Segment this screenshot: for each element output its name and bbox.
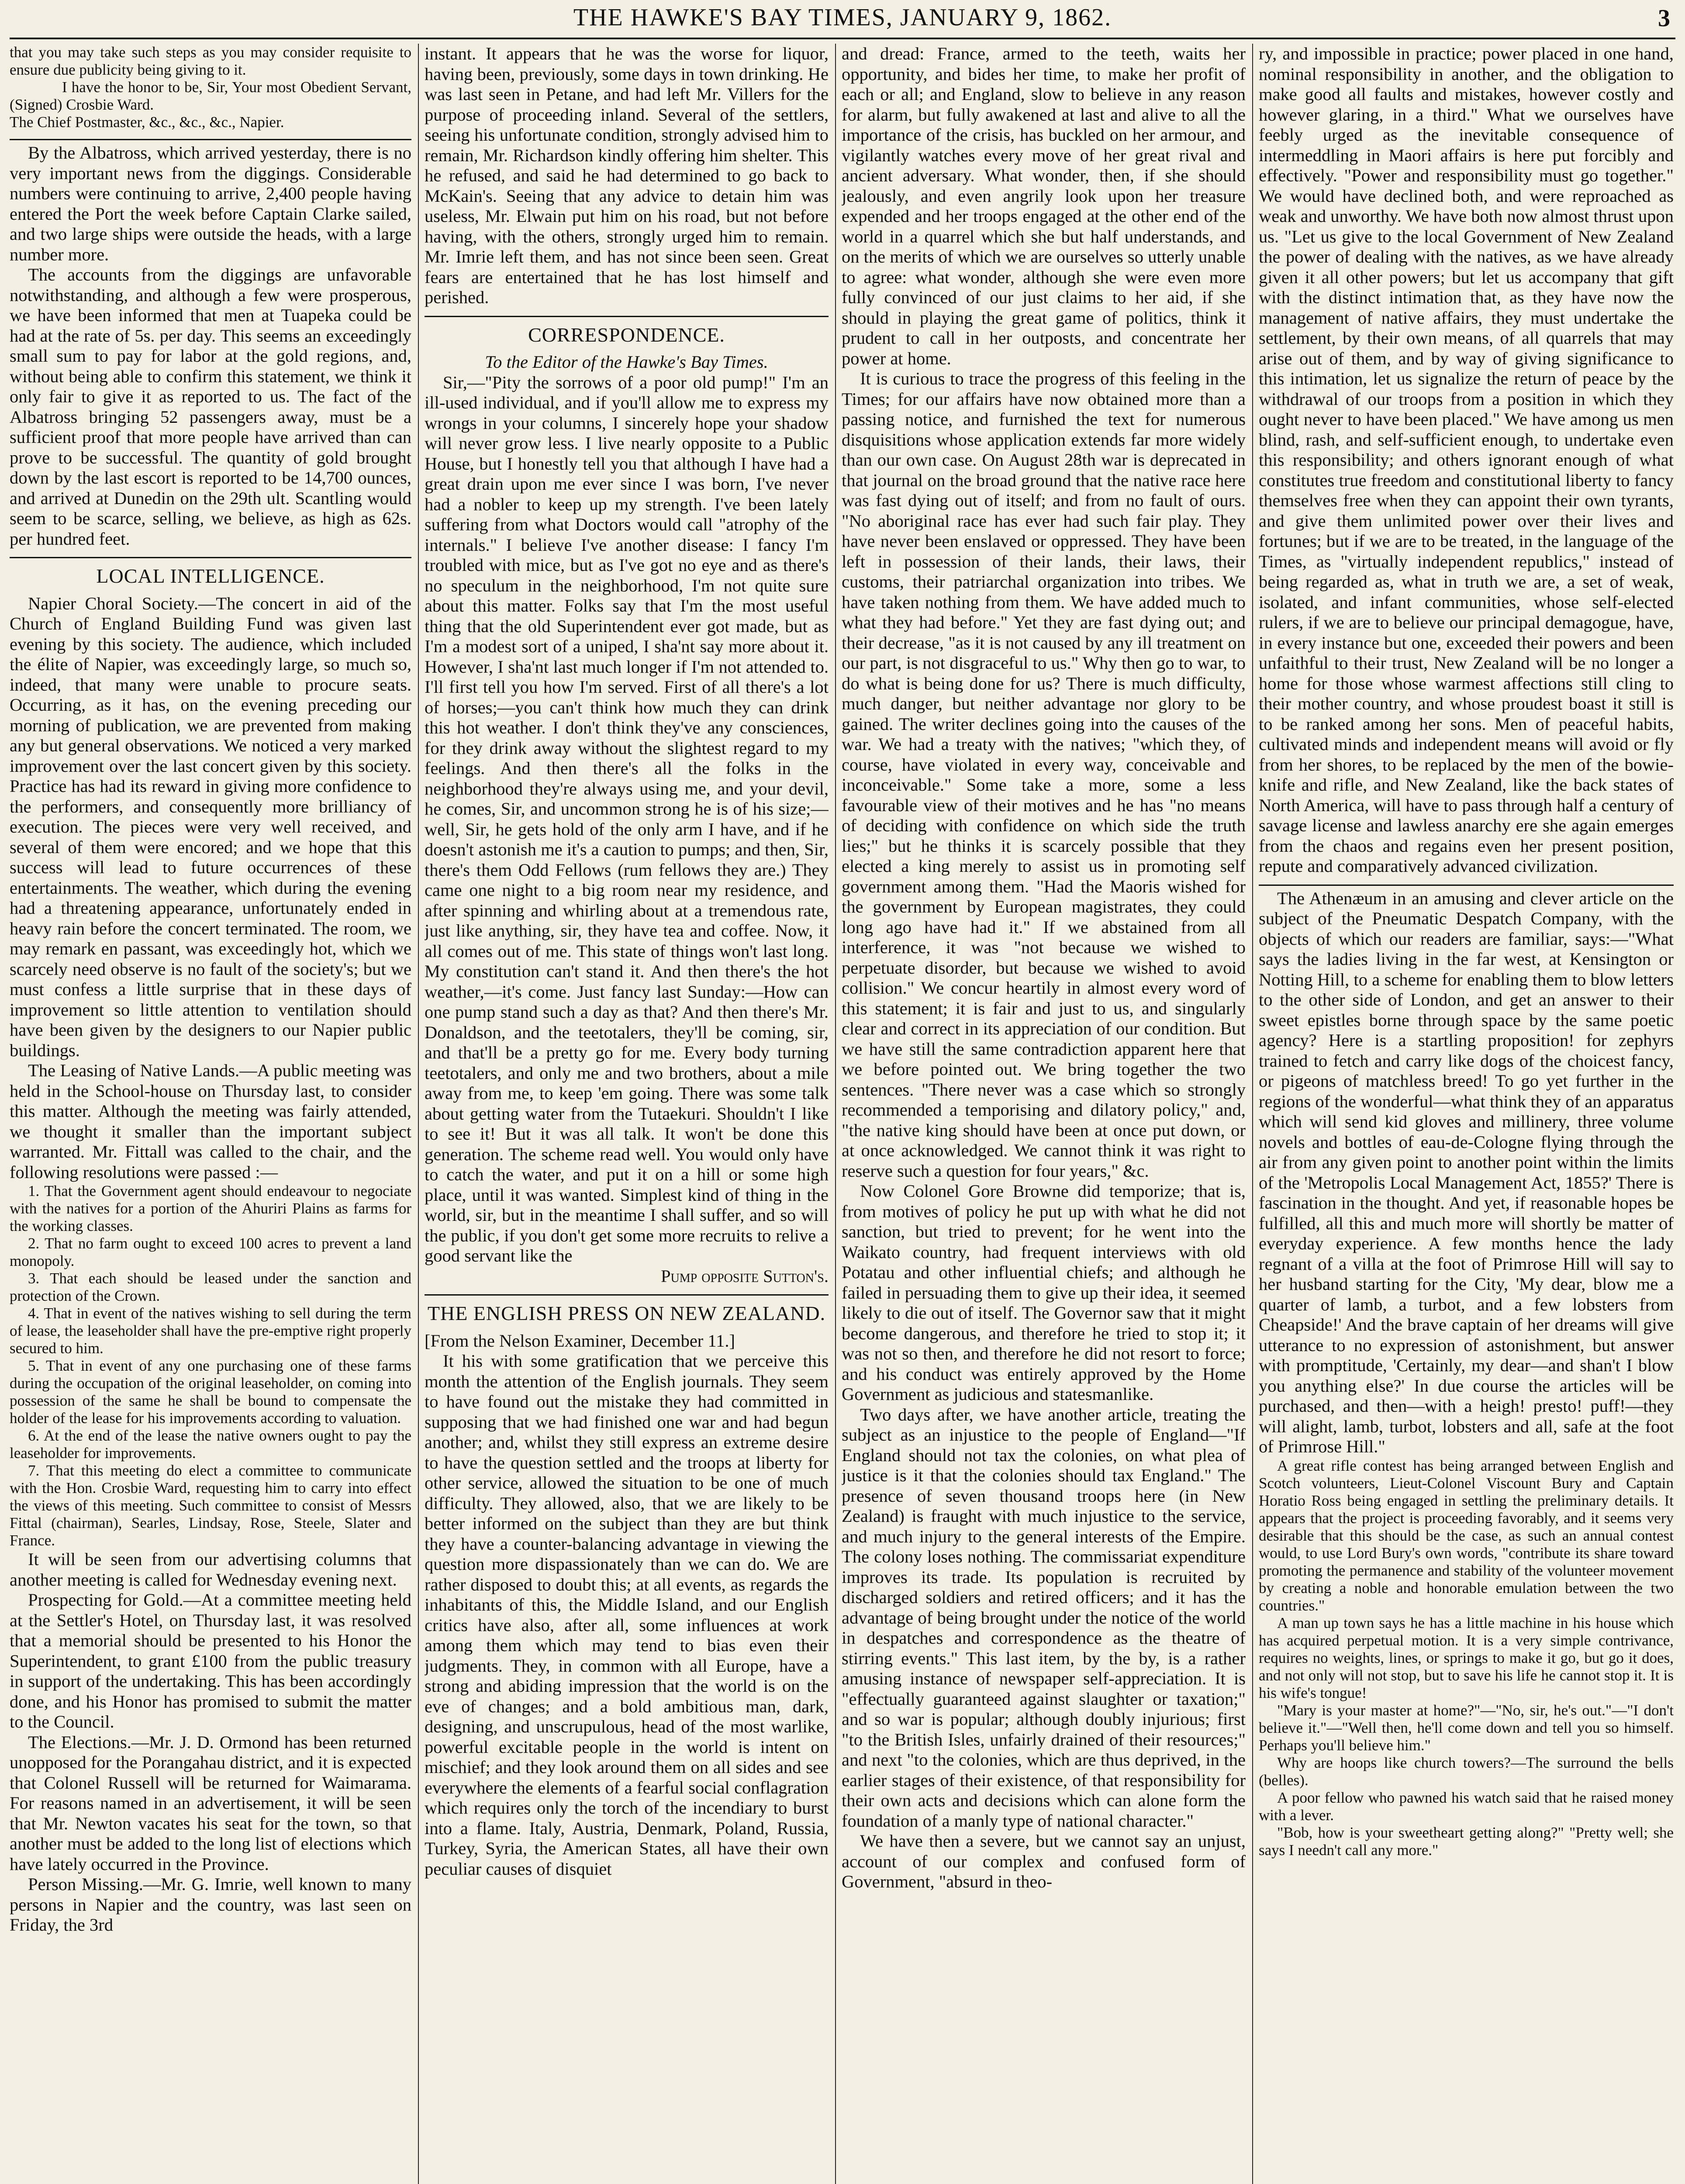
column-rule	[835, 44, 836, 2184]
prospecting-paragraph: Prospecting for Gold.—At a committee meeting held at the Settler's Hotel, on Thursday last, it was resolved that a memorial should be presented to his Honor the Superintendent, to grant £100 from the public treasury in support of the undertaking. This has been accordingly done, and his Honor has promised to submit the matter to the Council.	[10, 1590, 411, 1731]
resolution-4: 4. That in event of the natives wishing to sell during the term of lease, the leaseholder shall have the pre-emptive right properly secured to him.	[10, 1305, 411, 1357]
press-paragraph-4: Now Colonel Gore Browne did temporize; that is, from motives of policy he put up with what he did not sanction, but tried to prevent; for he went into the Waikato country, had frequent interviews with old Potatau and other influential chiefs; and although he failed in persuading them to give up their idea, it seemed likely to die out of itself. The Governor saw that it might become dangerous, and therefore he tried to stop it; it was not so then, and therefore he did not resort to force; and his conduct was entirely approved by the Home Government as judicious and statesmanlike.	[842, 1181, 1246, 1404]
resolution-6: 6. At the end of the lease the native owners ought to pay the leaseholder for improvements.	[10, 1427, 411, 1462]
albatross-paragraph-1: By the Albatross, which arrived yesterday, there is no very important news from the diggings. Considerable numbers were continuing to arrive, 2,400 people having entered the Port the week before Captain Clarke sailed, and two large ships were outside the heads, with a large number more.	[10, 143, 411, 264]
correspondence-heading: CORRESPONDENCE.	[528, 323, 725, 346]
resolution-2: 2. That no farm ought to exceed 100 acres to prevent a land monopoly.	[10, 1235, 411, 1269]
column-rule	[418, 44, 419, 2184]
letter-closing: I have the honor to be, Sir, Your most Obedient Servant, (Signed) Crosbie Ward.	[10, 79, 411, 113]
choral-society-paragraph: Napier Choral Society.—The concert in aid of the Church of England Building Fund was given last evening by this society. The audience, which included the élite of Napier, was exceedingly large, so much so, indeed, that many were unable to procure seats. Occurring, as it has, on the evening preceding our morning of publication, we are prevented from making any but general observations. We noticed a very marked improvement over the last concert given by this society. Practice has had its reward in giving more confidence to the performers, and consequently more brilliancy of execution. The pieces were very well received, and several of them were encored; and we hope that this success will lead to future occurrences of these entertainments. The weather, which during the evening had a threatening appearance, unfortunately ended in heavy rain before the concert terminated. The room, we may remark en passant, was exceedingly hot, which we scarcely need observe is no fault of the society's; but we must confess a little surprise that in these days of improvement so little attention to ventilation should have been given by the designers to our Napier public buildings.	[10, 593, 411, 1060]
sweetheart-paragraph: "Bob, how is your sweetheart getting along?" "Pretty well; she says I needn't call any more."	[1259, 1824, 1674, 1859]
divider	[10, 557, 411, 558]
masthead: THE HAWKE'S BAY TIMES, JANUARY 9, 1862.	[573, 4, 1112, 31]
pump-signature: Pump opposite Sutton's.	[660, 1266, 829, 1286]
resolution-3: 3. That each should be leased under the sanction and protection of the Crown.	[10, 1270, 411, 1304]
column-rule	[1252, 44, 1253, 2184]
column-3	[842, 44, 1246, 2184]
press-paragraph-5: Two days after, we have another article, treating the subject as an injustice to the people of England—"If England should not tax the colonies, on what plea of justice is it that the colonies should tax England." The presence of seven thousand troops here (in New Zealand) is fraught with much injustice to the service, and much injury to the general interests of the Empire. The colony loses nothing. The commissariat expenditure improves its trade. Its population is recruited by discharged soldiers and retired officers; and it has the advantage of being brought under the notice of the world in despatches and correspondence as the theatre of stirring events." This last item, by the by, is a rather amusing instance of newspaper self-appreciation. It is "effectually guaranteed against slaughter or taxation;" and so war is popular; although doubly injurious; first "to the British Isles, unfairly drained of their resources;" and next "to the colonies, which are thus deprived, in the earlier stages of their existence, of that responsibility for their own acts and decisions which can alone form the foundation of a manly type of national character."	[842, 1404, 1246, 1831]
letter-addressee: The Chief Postmaster, &c., &c., &c., Napier.	[10, 114, 284, 131]
letter-end: that you may take such steps as you may consider requisite to ensure due publicity being giving to it.	[10, 44, 411, 78]
person-missing-continued: instant. It appears that he was the worse for liquor, having been, previously, some days in town drinking. He was last seen in Petane, and had left Mr. Villers for the purpose of proceeding inland. Several of the settlers, seeing his unfortunate condition, strongly advised him to remain, Mr. Richardson kindly offering him shelter. This he refused, and said he had determined to go back to McKain's. Seeing that any advice to detain him was useless, Mr. Elwain put him on his road, but not before having, with the others, strongly urged him to remain. Mr. Imrie left them, and has not since been seen. Great fears are entertained that he has lost himself and perished.	[425, 44, 829, 307]
column-2	[425, 44, 829, 2184]
pump-letter: Sir,—"Pity the sorrows of a poor old pump!" I'm an ill-used individual, and if you'll allow me to express my wrongs in your columns, I sincerely hope your shadow will never grow less. I live nearly opposite to a Public House, but I honestly tell you that although I have had a great drain upon me ever since I was born, I've never had a nobler to keep up my strength. I've been lately suffering from what Doctors would call "atrophy of the internals." I believe I've another disease: I fancy I'm troubled with mice, but as I've got no eye and as there's no speculum in the neighborhood, I'm not quite sure about this matter. Folks say that I'm the most useful thing that the old Superintendent ever got made, but as I'm a modest sort of a uniped, I sha'nt say more about it. However, I sha'nt last much longer if I'm not attended to. I'll first tell you how I'm served. First of all there's a lot of horses;—you can't think how much they can drink this hot weather. I don't think they've any consciences, for they drink away without the slightest regard to my feelings. And then there's all the folks in the neighborhood they're always using me, and your devil, he comes, Sir, and uncommon strong he is of his size;—well, Sir, he gets hold of the only arm I have, and if he doesn't astonish me it's a caution to pumps; and then, Sir, there's them Odd Fellows (rum fellows they are.) They came one night to a big room near my residence, and after spinning and whirling about at a tremendous rate, just like anything, sir, they have tea and coffee. Now, it all comes out of me. This state of things won't last long. My constitution can't stand it. And then there's the hot weather,—it's come. Just fancy last Sunday:—How can one pump stand such a day as that? And then there's Mr. Donaldson, and the teetotalers, they'll be coming, sir, and that'll be a pretty go for me. Every body turning teetotalers, and only me and two brothers, about a mile away from me, to keep 'em going. There was some talk about getting water from the Tutaekuri. Shouldn't I like to see it! But it was all talk. It won't be done this generation. The scheme read well. You would only have to catch the water, and put it on a hill or some high place, until it was wanted. Simplest kind of thing in the world, sir, but in the meantime I shall suffer, and so will the public, if you don't get some more recruits to relive a good servant like the	[425, 372, 829, 1265]
column-1	[10, 44, 411, 2184]
rifle-contest-paragraph: A great rifle contest has being arranged between English and Scotch volunteers, Lieut-Colonel Viscount Bury and Captain Horatio Ross being engaged in settling the preliminary details. It appears that the project is proceeding favorably, and it seems very desirable that this should be the case, as such an annual contest would, to use Lord Bury's own words, "contribute its share toward promoting the permanence and stability of the volunteer movement by creating a noble and honorable emulation between the two countries."	[1259, 1457, 1674, 1614]
column-4	[1259, 44, 1674, 2184]
to-editor-line: To the Editor of the Hawke's Bay Times.	[485, 352, 768, 372]
press-paragraph-7: ry, and impossible in practice; power placed in one hand, nominal responsibility in another, and the obligation to make good all faults and mistakes, however costly and however glaring, in a third." What we ourselves have feebly urged as the inevitable consequence of intermeddling in Maori affairs is here put forcibly and effectively. "Power and responsibility must go together." We would have declined both, and were reproached as weak and unworthy. We have both now almost thrust upon us. "Let us give to the local Government of New Zealand the power of dealing with the natives, as we have already given it all other powers; but let us accompany that gift with the distinct intimation that, as they have now the management of native affairs, they must undertake the settlement, by their own means, of all quarrels that may arise out of them, and by way of giving significance to this intimation, let us signalize the return of peace by the withdrawal of our troops from a position in which they ought never to have been placed." We have among us men blind, rash, and self-sufficient enough, to undertake even this responsibility; and others ignorant enough of what constitutes true freedom and constitutional liberty to fancy themselves free when they can appoint their own tyrants, and give them unlimited power over their lives and fortunes; but if we are to be treated, in the language of the Times, as "virtually independent republics," instead of being regarded as, what in truth we are, a set of weak, isolated, and infant communities, whose self-elected rulers, if we are to believe our principal demagogue, have, in every instance but one, exceeded their powers and been unfaithful to their trust, New Zealand will be no longer a home for those whose warmest affections still cling to their mother country, and whose proudest boast it still is to be ranked among her sons. Men of peaceful habits, cultivated minds and independent means will avoid or fly from her shores, to be replaced by the men of the bowie-knife and rifle, and New Zealand, like the back states of North America, will have to pass through half a century of savage license and lawless anarchy ere she again emerges from the chaos and regains even her present position, repute and comparatively advanced civilization.	[1259, 44, 1674, 876]
press-paragraph-6: We have then a severe, but we cannot say an unjust, account of our complex and confused form of Government, "absurd in theo-	[842, 1831, 1246, 1891]
person-missing-paragraph: Person Missing.—Mr. G. Imrie, well known to many persons in Napier and the country, was last seen on Friday, the 3rd	[10, 1874, 411, 1935]
elections-paragraph: The Elections.—Mr. J. D. Ormond has been returned unopposed for the Porangahau district, and it is expected that Colonel Russell will be returned for Waimarama. For reasons named in an advertisement, it will be seen that Mr. Newton vacates his seat for the town, so that another must be added to the long list of elections which have lately occurred in the Province.	[10, 1732, 411, 1874]
pawned-watch-paragraph: A poor fellow who pawned his watch said that he raised money with a lever.	[1259, 1789, 1674, 1824]
meeting-note: It will be seen from our advertising columns that another meeting is called for Wednesday evening next.	[10, 1549, 411, 1590]
divider	[425, 316, 829, 317]
press-source: [From the Nelson Examiner, December 11.]	[425, 1330, 735, 1351]
divider	[10, 139, 411, 140]
masthead-rule	[10, 38, 1675, 39]
albatross-paragraph-2: The accounts from the diggings are unfavorable notwithstanding, and although a few were prosperous, we have been informed that men at Tuapeka could be had at the rate of 5s. per day. This seems an exceedingly small sum to pay for labor at the gold regions, and, without being able to confirm this statement, we think it only fair to give it as reported to us. The fact of the Albatross bringing 52 passengers away, must be a sufficient proof that more people have arrived than can prove to be successful. The quantity of gold brought down by the last escort is reported to be 14,700 ounces, and arrived at Dunedin on the 29th ult. Scantling would seem to be scarce, selling, we believe, as high as 62s. per hundred feet.	[10, 265, 411, 549]
perpetual-motion-paragraph: A man up town says he has a little machine in his house which has acquired perpetual motion. It is a very simple contrivance, requires no weights, lines, or springs to make it go, but go it does, and not only will not stop, but to save his life he cannot stop it. It is his wife's tongue!	[1259, 1614, 1674, 1701]
master-at-home-paragraph: "Mary is your master at home?"—"No, sir, he's out."—"I don't believe it."—"Well then, he'll come down and tell you so himself. Perhaps you'll believe him."	[1259, 1701, 1674, 1754]
resolution-1: 1. That the Government agent should endeavour to negociate with the natives for a portion of the Ahuriri Plains as farms for the working classes.	[10, 1182, 411, 1234]
divider	[1259, 885, 1674, 886]
press-paragraph-3: It is curious to trace the progress of this feeling in the Times; for our affairs have now obtained more than a passing notice, and furnished the text for numerous disquisitions whose application extends far more widely than our own case. On August 28th war is deprecated in that journal on the broad ground that the native race here was fast dying out of itself; and from no fault of ours. "No aboriginal race has ever had such fair play. They have never been enslaved or oppressed. They have been left in possession of their lands, their laws, their customs, their patriarchal organization into tribes. We have taken nothing from them. We have added much to what they had before." Yet they are fast dying out; and their decrease, "as it is not caused by any ill treatment on our part, is not disgraceful to us." Why then go to war, to do what is being done for us? There is much difficulty, much danger, but neither advantage nor glory to be gained. The writer declines going into the causes of the war. We had a treaty with the natives; "which they, of course, have violated in every way, conceivable and inconceivable." Some take a more, some a less favourable view of their motives and he has "no means of deciding with confidence on which side the truth lies;" but he thinks it is scarcely possible that they elected a king merely to assist us in promoting self government among them. "Had the Maoris wished for the government by European magistrates, they could long ago have had it." If we abstained from all interference, it was "not because we wished to perpetuate disorder, but because we wished to avoid collision." We concur heartily in almost every word of this statement; it is fair and just to us, and singularly clear and correct in its appreciation of our condition. But we have still the same contradiction apparent here that we before pointed out. We bring together the two sentences. "There never was a case which so strongly recommended a temporising and dilatory policy," and, "the native king should have been at once put down, or at once acknowledged. We cannot think it was right to reserve such a question for four years," &c.	[842, 369, 1246, 1181]
hoops-paragraph: Why are hoops like church towers?—The surround the bells (belles).	[1259, 1754, 1674, 1789]
athenaeum-paragraph: The Athenæum in an amusing and clever article on the subject of the Pneumatic Despatch Company, with the objects of which our readers are familiar, says:—"What says the ladies living in the far west, at Kensington or Notting Hill, to a scheme for enabling them to blow letters to the other side of London, and get an answer to their sweet epistles borne through space by the same poetic agency? Here is a startling proposition! for zephyrs trained to fetch and carry like dogs of the choicest fancy, or pigeons of matchless breed! To go yet further in the regions of the wonderful—what think they of an apparatus which will send kid gloves and millinery, three volume novels and bottles of eau-de-Cologne flying through the air from any given point to another point within the limits of the 'Metropolis Local Management Act, 1855?' There is fascination in the thought. And yet, if reasonable hopes be fulfilled, all this and much more will shortly be matter of everyday experience. A few months hence the lady regnant of a villa at the foot of Primrose Hill will say to her husband starting for the City, 'My dear, blow me a quarter of lamb, a turbot, and a few lobsters from Cheapside!' And the brave captain of her dreams will give utterance to no expression of astonishment, but answer with promptitude, 'Certainly, my dear—and shan't I blow you anything else?' In due course the articles will be purchased, and then—with a heigh! presto! puff!—they will alight, lamb, turbot, lobsters and all, safe at the foot of Primrose Hill."	[1259, 888, 1674, 1456]
press-paragraph-1: It his with some gratification that we perceive this month the attention of the English journals. They seem to have found out the mistake they had committed in supposing that we had finished one war and had begun another; and, whilst they still express an extreme desire to have the question settled and the troops at liberty for other service, allowed the situation to be one of much difficulty. They allowed, also, that we are likely to be better informed on the subject than they are but think they have a counter-balancing advantage in viewing the question more dispassionately than we can do. We are rather disposed to doubt this; at all events, as regards the inhabitants of this, the Middle Island, and our English critics have also, after all, some influences at work among them which may tend to bias even their judgments. They, in common with all Europe, have a strong and abiding impression that the world is on the eve of changes; and a bold ambitious man, dark, designing, and unscrupulous, head of the most warlike, powerful excitable people in the world is intent on mischief; and they look around them on all sides and see everywhere the elements of a fearful social conflagration which requires only the torch of the incendiary to burst into a flame. Italy, Austria, Denmark, Poland, Russia, Turkey, Syria, the American States, all have their own peculiar causes of disquiet	[425, 1351, 829, 1879]
divider	[425, 1294, 829, 1296]
leasing-paragraph: The Leasing of Native Lands.—A public meeting was held in the School-house on Thursday last, to consider this matter. Although the meeting was fairly attended, we thought it smaller than the important subject warranted. Mr. Fittall was called to the chair, and the following resolutions were passed :—	[10, 1061, 411, 1182]
page-number: 3	[1658, 5, 1670, 32]
resolution-7: 7. That this meeting do elect a committee to communicate with the Hon. Crosbie Ward, requesting him to carry into effect the views of this meeting. Such committee to consist of Messrs Fittal (chairman), Searles, Lindsay, Rose, Steele, Slater and France.	[10, 1462, 411, 1549]
english-press-heading: THE ENGLISH PRESS ON NEW ZEALAND.	[427, 1302, 826, 1324]
resolution-5: 5. That in event of any one purchasing one of these farms during the occupation of the original leaseholder, on coming into possession of the same he shall be bound to compensate the holder of the lease for his improvements according to valuation.	[10, 1357, 411, 1427]
local-intelligence-heading: LOCAL INTELLIGENCE.	[96, 565, 325, 587]
press-paragraph-2: and dread: France, armed to the teeth, waits her opportunity, and bides her time, to make her profit of each or all; and England, slow to believe in any reason for alarm, but fully awakened at last and alive to all the importance of the crisis, has buckled on her armour, and vigilantly watches every move of her great rival and ancient adversary. What wonder, then, if she should jealously, and even angrily look upon her treasure expended and her troops engaged at the other end of the world in a quarrel which she but half understands, and on the merits of which we are ourselves so utterly unable to agree: what wonder, although she were even more fully convinced of our just claims to her aid, if she should in playing the great game of politics, think it prudent to call in her outposts, and concentrate her power at home.	[842, 44, 1246, 368]
